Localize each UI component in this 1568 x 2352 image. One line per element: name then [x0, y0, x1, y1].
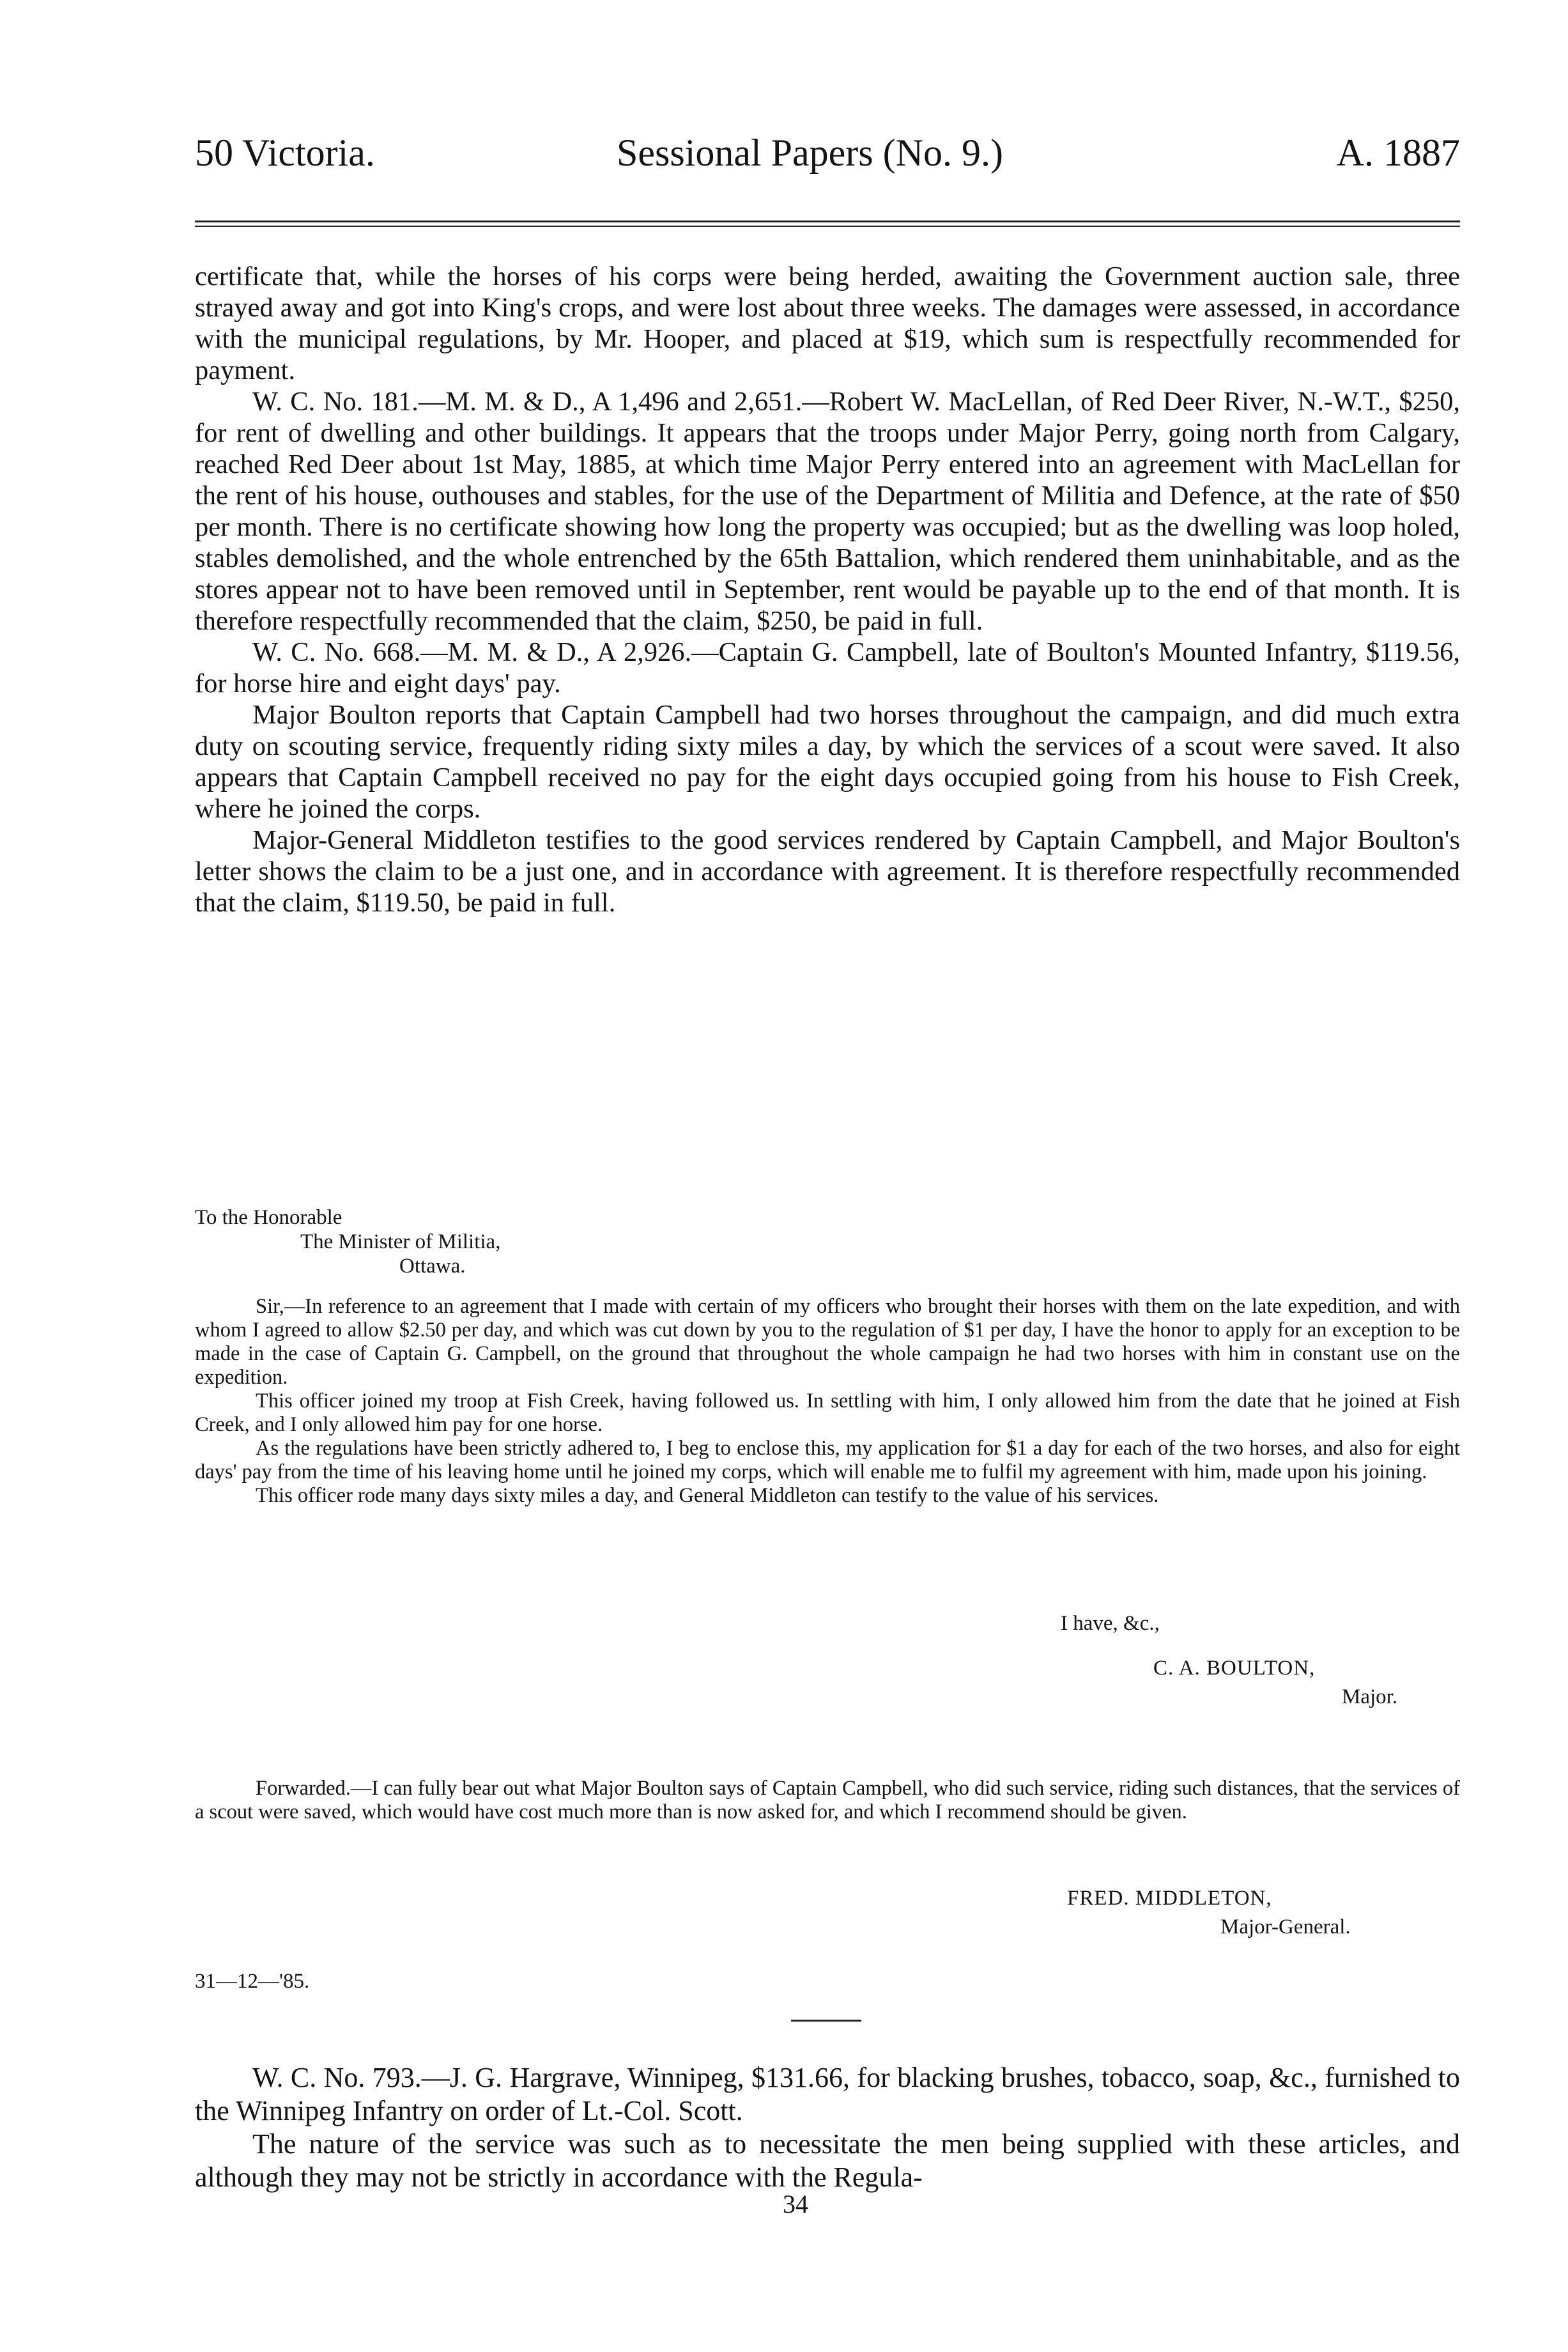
paragraph-wc-181: W. C. No. 181.—M. M. & D., A 1,496 and 2,651.—Robert W. MacLellan, of Red Deer River, N.-W.T., $250, for rent of dwelling and other buildings. It appears that the troops under Major Perry, going north from Calgary, reached Red Deer about 1st May, 1885, at which time Major Perry entered into an agreement with MacLellan for the rent of his house, outhouses and stables, for the use of the Department of Militia and Defence, at the rate of $50 per month. There is no certificate showing how long the property was occupied; but as the dwelling was loop holed, stables demolished, and the whole entrenched by the 65th Battalion, which rendered them uninhabitable, and as the stores appear not to have been removed until in September, rent would be payable up to the end of that month. It is therefore respectfully recommended that the claim, $250, be paid in full. [195, 387, 1460, 636]
letter-paragraph: As the regulations have been strictly adhered to, I beg to enclose this, my application for $1 a day for each of the two horses, and also for eight days' pay from the time of his leaving home until he joined my corps, which will enable me to fulfil my agreement with him, made upon his joining. [195, 1437, 1460, 1483]
letter-closing: I have, &c., [1061, 1612, 1160, 1635]
signature-rank: Major. [1342, 1685, 1398, 1708]
paragraph-wc-793: W. C. No. 793.—J. G. Hargrave, Winnipeg, $131.66, for blacking brushes, tobacco, soap, &c., furnished to the Winnipeg Infantry on order of Lt.-Col. Scott. [195, 2062, 1460, 2126]
header-year: A. 1887 [1336, 132, 1460, 174]
address-line-1: To the Honorable [195, 1206, 342, 1229]
header-rule [195, 220, 1460, 227]
paragraph-hooper: certificate that, while the horses of his corps were being herded, awaiting the Government auction sale, three strayed away and got into King's crops, and were lost about three weeks. The damages were assessed, in accordance with the municipal regulations, by Mr. Hooper, and placed at $19, which sum is respectfully recommended for payment. [195, 261, 1460, 385]
letter-paragraph: This officer rode many days sixty miles a day, and General Middleton can testify to the value of his services. [256, 1484, 1159, 1507]
letter-address [195, 1205, 1460, 1278]
letter-body [195, 1295, 1460, 1508]
bottom-text [195, 2061, 1460, 2194]
paragraph-service-nature: The nature of the service was such as to necessitate the men being supplied with these articles, and although they may not be strictly in accordance with the Regula- [195, 2128, 1460, 2193]
main-text [195, 261, 1460, 918]
paragraph-boulton-report: Major Boulton reports that Captain Campbell had two horses throughout the campaign, and did much extra duty on scouting service, frequently riding sixty miles a day, by which the services of a scout were saved. It also appears that Captain Campbell received no pay for the eight days occupied going from his house to Fish Creek, where he joined the corps. [195, 700, 1460, 824]
forwarded-signature-name: FRED. MIDDLETON, [1067, 1887, 1272, 1910]
signature-name: C. A. BOULTON, [1153, 1657, 1316, 1680]
page-number: 34 [783, 2190, 808, 2218]
section-divider [791, 2020, 861, 2022]
forwarded-note [195, 1777, 1460, 1824]
forwarded-date: 31—12—'85. [195, 1970, 310, 1993]
letter-paragraph: Sir,—In reference to an agreement that I made with certain of my officers who brought their horses with them on the late expedition, and with whom I agreed to allow $2.50 per day, and which was cut down by you to the regulation of $1 per day, I have the honor to apply for an exception to be made in the case of Captain G. Campbell, on the ground that throughout the whole campaign he had two horses with him in constant use on the expedition. [195, 1295, 1460, 1389]
running-header [195, 131, 1460, 189]
paragraph-wc-668: W. C. No. 668.—M. M. & D., A 2,926.—Captain G. Campbell, late of Boulton's Mounted Infantry, $119.56, for horse hire and eight days' pay. [195, 637, 1460, 699]
header-session: 50 Victoria. [195, 132, 375, 174]
address-line-2: The Minister of Militia, [300, 1230, 501, 1253]
forwarded-signature-rank: Major-General. [1220, 1915, 1351, 1938]
address-line-3: Ottawa. [399, 1255, 466, 1278]
paragraph-middleton-testifies: Major-General Middleton testifies to the good services rendered by Captain Campbell, and Major Boulton's letter shows the claim to be a just one, and in accordance with agreement. It is therefore respectfully recommended that the claim, $119.50, be paid in full. [195, 825, 1460, 918]
letter-paragraph: This officer joined my troop at Fish Creek, having followed us. In settling with him, I only allowed him from the date that he joined at Fish Creek, and I only allowed him pay for one horse. [195, 1389, 1460, 1436]
header-title: Sessional Papers (No. 9.) [617, 132, 1003, 174]
forwarded-text: Forwarded.—I can fully bear out what Major Boulton says of Captain Campbell, who did such service, riding such distances, that the services of a scout were saved, which would have cost much more than is now asked for, and which I recommend should be given. [195, 1777, 1460, 1823]
